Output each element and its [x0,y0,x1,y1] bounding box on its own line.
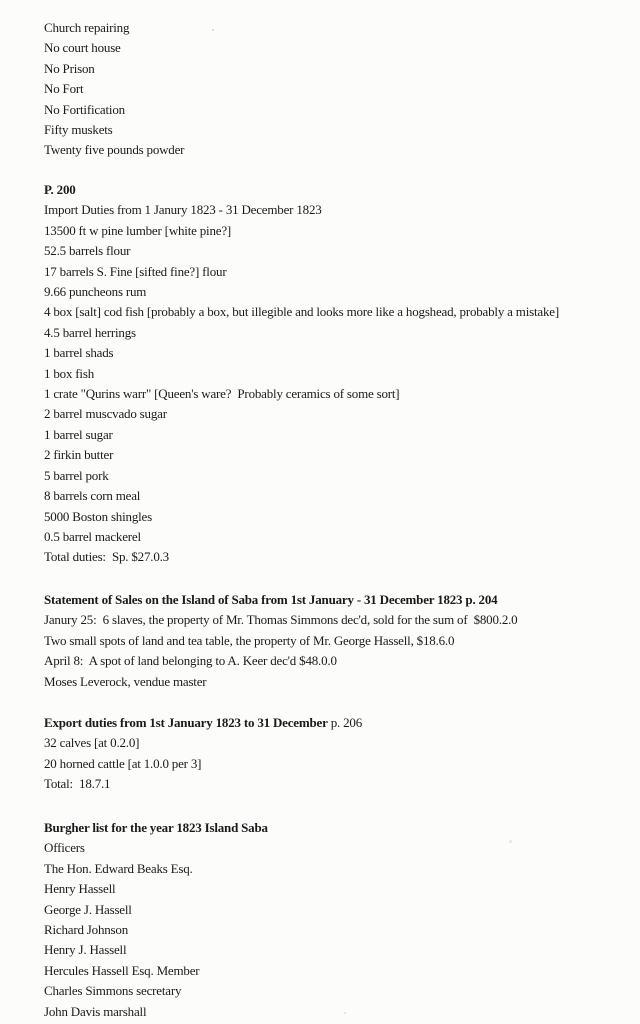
text-line: 32 calves [at 0.2.0] [44,735,140,751]
statement-of-sales-heading [44,590,640,610]
text-line: 1 barrel sugar [44,426,113,442]
text-line: No Fortification [44,101,125,117]
import-duties-heading [44,180,640,200]
text-line: John Davis marshall [44,1003,147,1019]
text-line: 5 barrel pork [44,467,109,483]
text-line: 1 box fish [44,365,95,381]
statement-of-sales-heading-text: Statement of Sales on the Island of Saba from 1st January - 31 December 1823 p. 204 [44,592,498,607]
text-line: 1 crate "Qurins warr" [Queen's ware? Probably ceramics of some sort] [44,386,400,402]
import-duties-heading-text: P. 200 [44,182,76,197]
text-line: No Fort [44,81,84,97]
export-duties-heading-page-ref: p. 206 [327,715,363,730]
text-line: Henry J. Hassell [44,942,127,958]
section-export-duties [44,713,640,795]
text-line: 2 barrel muscvado sugar [44,406,167,422]
text-line: Two small spots of land and tea table, the property of Mr. George Hassell, $18.6.0 [44,632,455,648]
text-line: Janury 25: 6 slaves, the property of Mr. Thomas Simmons dec'd, sold for the sum of $800.2.0 [44,612,518,628]
section-burgher-list [44,818,640,1022]
text-line: 52.5 barrels flour [44,243,131,259]
text-line: Hercules Hassell Esq. Member [44,962,200,978]
text-line: 8 barrels corn meal [44,488,141,504]
section-statement-of-sales [44,590,640,692]
text-line: 13500 ft w pine lumber [white pine?] [44,222,232,238]
text-line: Moses Leverock, vendue master [44,673,207,689]
text-line: Twenty five pounds powder [44,142,185,158]
text-line: 20 horned cattle [at 1.0.0 per 3] [44,755,202,771]
text-line: 9.66 puncheons rum [44,284,147,300]
text-line: 0.5 barrel mackerel [44,528,141,544]
burgher-list-heading [44,818,640,838]
text-line: The Hon. Edward Beaks Esq. [44,860,193,876]
text-line: 17 barrels S. Fine [sifted fine?] flour [44,263,227,279]
text-line: 5000 Boston shingles [44,508,152,524]
text-line: Total: 18.7.1 [44,776,111,792]
burgher-list-heading-text: Burgher list for the year 1823 Island Saba [44,820,268,835]
text-line: 2 firkin butter [44,447,114,463]
text-line: Total duties: Sp. $27.0.3 [44,549,169,565]
text-line: Officers [44,840,85,856]
text-line: 1 barrel shads [44,345,114,361]
section-inventory-notes [44,18,640,161]
text-line: 4 box [salt] cod fish [probably a box, but illegible and looks more like a hogshead, probably a mistake] [44,304,559,320]
text-line: Henry Hassell [44,881,116,897]
text-line: Richard Johnson [44,922,129,938]
text-line: April 8: A spot of land belonging to A. Keer dec'd $48.0.0 [44,653,337,669]
text-line: No court house [44,40,121,56]
export-duties-heading-text: Export duties from 1st January 1823 to 31 December [44,715,328,730]
text-line: Church repairing [44,20,130,35]
text-line: 4.5 barrel herrings [44,324,136,340]
text-line: George J. Hassell [44,901,132,917]
section-import-duties [44,180,640,568]
text-line: Fifty muskets [44,122,113,138]
text-line: No Prison [44,60,95,76]
export-duties-heading [44,713,640,733]
text-line: Import Duties from 1 Janury 1823 - 31 December 1823 [44,202,322,218]
text-line: Charles Simmons secretary [44,983,182,999]
